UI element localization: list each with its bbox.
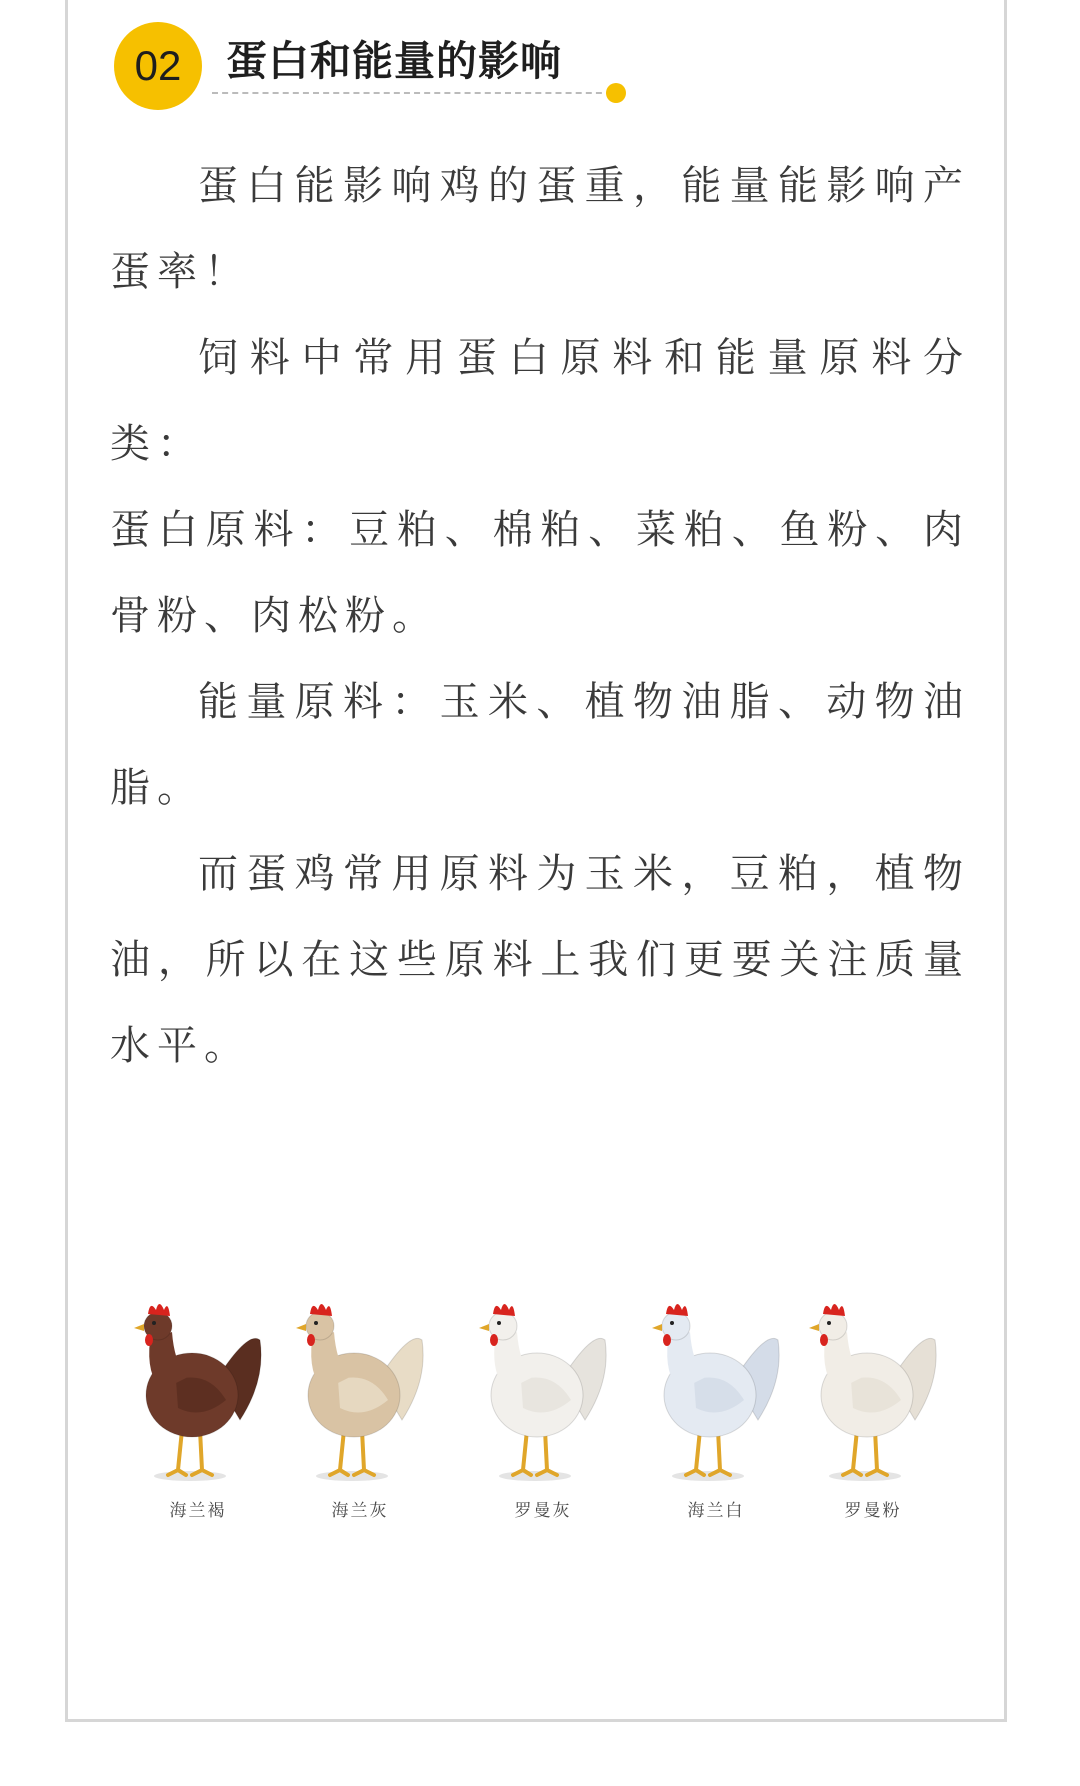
section-title: 蛋白和能量的影响 bbox=[226, 37, 562, 85]
hen-breeds-figure bbox=[128, 1270, 958, 1520]
hen-label: 海兰白 bbox=[687, 1501, 745, 1521]
hen-shadow bbox=[499, 1471, 571, 1481]
hen-beak bbox=[479, 1324, 489, 1331]
hen-breed-2 bbox=[290, 1270, 430, 1520]
hen-shadow bbox=[316, 1471, 388, 1481]
paragraph-classification: 饲料中常用蛋白原料和能量原料分类： bbox=[110, 335, 970, 467]
hen-eye bbox=[670, 1321, 674, 1325]
hen-wattle bbox=[490, 1334, 498, 1346]
paragraph-common-materials: 而蛋鸡常用原料为玉米，豆粕，植物油，所以在这些原料上我们更要关注质量水平。 bbox=[110, 851, 970, 1069]
title-dot-icon bbox=[606, 83, 626, 103]
hen-label: 海兰灰 bbox=[331, 1501, 389, 1521]
hen-wattle bbox=[820, 1334, 828, 1346]
hen-shadow bbox=[829, 1471, 901, 1481]
hen-beak bbox=[296, 1324, 306, 1331]
hen-comb bbox=[666, 1304, 688, 1316]
hen-wattle bbox=[663, 1334, 671, 1346]
section-number-badge: 02 bbox=[114, 22, 202, 110]
hen-breed-5 bbox=[803, 1270, 943, 1520]
hen-comb bbox=[823, 1304, 845, 1316]
hen-breed-4 bbox=[646, 1270, 786, 1520]
hen-shadow bbox=[672, 1471, 744, 1481]
hen-comb bbox=[310, 1304, 332, 1316]
hen-beak bbox=[652, 1324, 662, 1331]
paragraph-energy-materials: 能量原料：玉米、植物油脂、动物油脂。 bbox=[110, 679, 970, 811]
hen-icon bbox=[803, 1270, 943, 1490]
hen-wattle bbox=[145, 1334, 153, 1346]
section-header bbox=[114, 22, 634, 112]
hen-label: 罗曼灰 bbox=[514, 1501, 572, 1521]
hen-eye bbox=[314, 1321, 318, 1325]
hen-icon bbox=[128, 1270, 268, 1490]
hen-label: 罗曼粉 bbox=[844, 1501, 902, 1521]
hen-icon bbox=[473, 1270, 613, 1490]
paragraph-protein-effect: 蛋白能影响鸡的蛋重，能量能影响产蛋率！ bbox=[110, 163, 970, 295]
hen-eye bbox=[827, 1321, 831, 1325]
hen-beak bbox=[134, 1324, 144, 1331]
hen-wattle bbox=[307, 1334, 315, 1346]
hen-icon bbox=[290, 1270, 430, 1490]
hen-comb bbox=[493, 1304, 515, 1316]
hen-comb bbox=[148, 1304, 170, 1316]
article-body bbox=[110, 143, 970, 1089]
title-dashed-underline bbox=[212, 92, 612, 94]
hen-shadow bbox=[154, 1471, 226, 1481]
hen-eye bbox=[152, 1321, 156, 1325]
hen-breed-1 bbox=[128, 1270, 268, 1520]
hen-beak bbox=[809, 1324, 819, 1331]
hen-eye bbox=[497, 1321, 501, 1325]
hen-label: 海兰褐 bbox=[169, 1501, 227, 1521]
paragraph-protein-materials: 蛋白原料：豆粕、棉粕、菜粕、鱼粉、肉骨粉、肉松粉。 bbox=[110, 507, 970, 639]
hen-icon bbox=[646, 1270, 786, 1490]
hen-breed-3 bbox=[473, 1270, 613, 1520]
